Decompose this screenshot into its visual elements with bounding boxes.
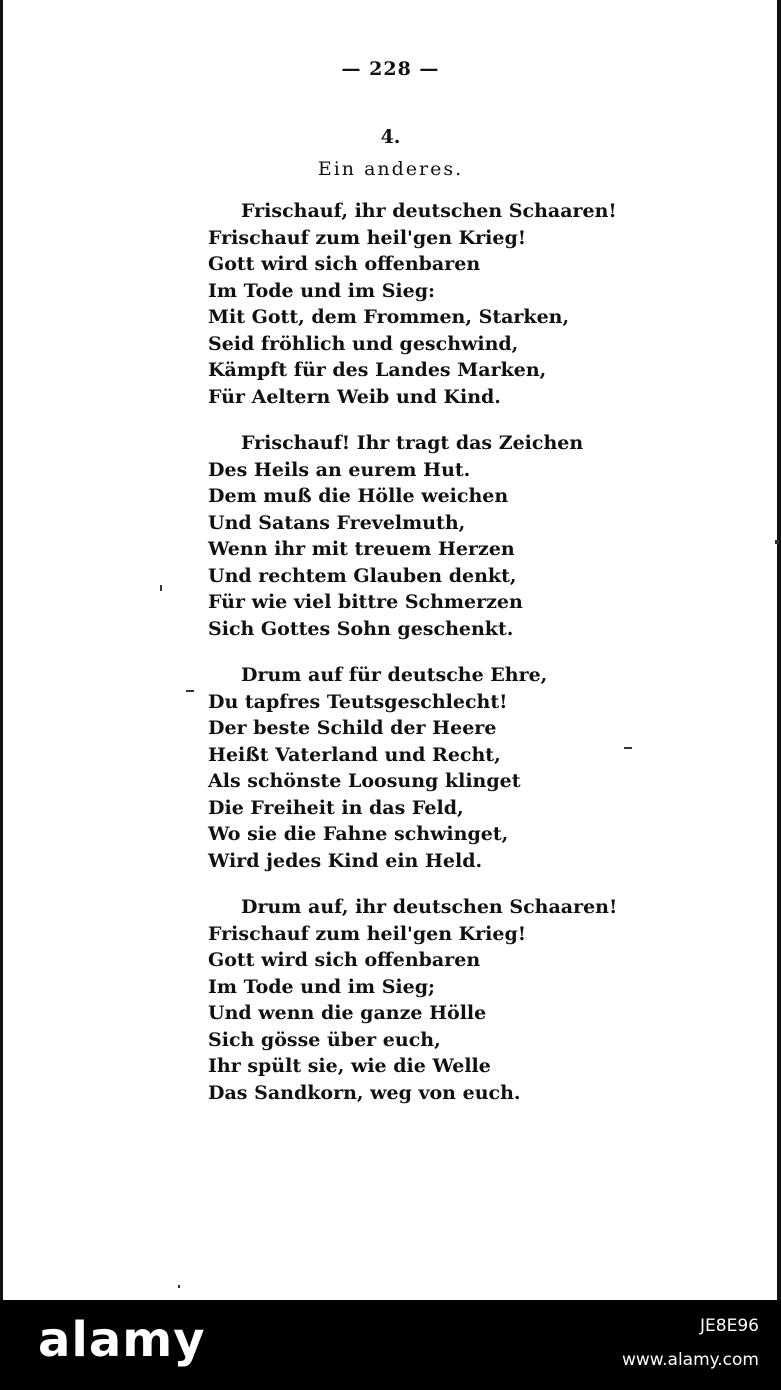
poem-line: Im Tode und im Sieg; [208,975,436,998]
poem-number: 4. [380,126,401,148]
scan-speck [624,747,632,749]
scan-speck [178,1285,180,1288]
poem-line: Wird jedes Kind ein Held. [208,849,483,872]
image-id: JE8E96 [700,1316,759,1336]
scan-edge-right [777,0,781,1300]
stanza-2 [208,430,588,642]
poem-line: Kämpft für des Landes Marken, [208,359,547,381]
poem-line: Im Tode und im Sieg: [208,279,436,302]
poem-line: Gott wird sich offenbaren [208,253,481,275]
scan-speck [160,585,162,591]
poem-line: Für wie viel bittre Schmerzen [208,591,523,613]
page-number: — 228 — [341,58,440,80]
poem-line: Frischauf zum heil'gen Krieg! [208,226,527,249]
poem-line: Und Satans Frevelmuth, [208,511,466,534]
poem-body [208,198,618,1126]
scan-edge-left [0,0,3,1300]
alamy-logo: alamy [38,1312,206,1368]
stanza-3 [208,662,588,874]
poem-line: Frischauf, ihr deutschen Schaaren! [241,200,617,222]
poem-line: Heißt Vaterland und Recht, [208,743,501,766]
poem-line: Sich gösse über euch, [208,1028,441,1051]
poem-title: Ein anderes. [317,158,464,180]
poem-line: Dem muß die Hölle weichen [208,485,509,507]
poem-line: Wo sie die Fahne schwinget, [208,823,509,845]
scan-speck [186,690,194,692]
poem-line: Du tapfres Teutsgeschlecht! [208,690,508,713]
poem-line: Des Heils an eurem Hut. [208,458,471,481]
poem-line: Seid fröhlich und geschwind, [208,332,519,355]
poem-line: Drum auf, ihr deutschen Schaaren! [241,896,618,918]
poem-line: Und wenn die ganze Hölle [208,1002,487,1024]
poem-line: Sich Gottes Sohn geschenkt. [208,617,514,640]
poem-line: Das Sandkorn, weg von euch. [208,1081,521,1104]
stanza-1 [208,198,617,410]
poem-line: Gott wird sich offenbaren [208,949,481,971]
poem-line: Ihr spült sie, wie die Welle [208,1055,491,1077]
poem-line: Mit Gott, dem Frommen, Starken, [208,306,570,328]
scan-speck [775,540,779,544]
poem-line: Drum auf für deutsche Ehre, [241,664,548,686]
poem-line: Die Freiheit in das Feld, [208,796,464,819]
poem-line: Für Aeltern Weib und Kind. [208,385,501,408]
poem-line: Frischauf zum heil'gen Krieg! [208,922,527,945]
poem-line: Der beste Schild der Heere [208,717,497,739]
poem-line: Und rechtem Glauben denkt, [208,564,517,587]
poem-line: Als schönste Loosung klinget [208,770,521,792]
footer-url: www.alamy.com [621,1350,759,1370]
poem-line: Frischauf! Ihr tragt das Zeichen [241,432,584,454]
poem-line: Wenn ihr mit treuem Herzen [208,538,515,560]
stanza-4 [208,894,618,1106]
watermark-footer [0,1300,781,1390]
